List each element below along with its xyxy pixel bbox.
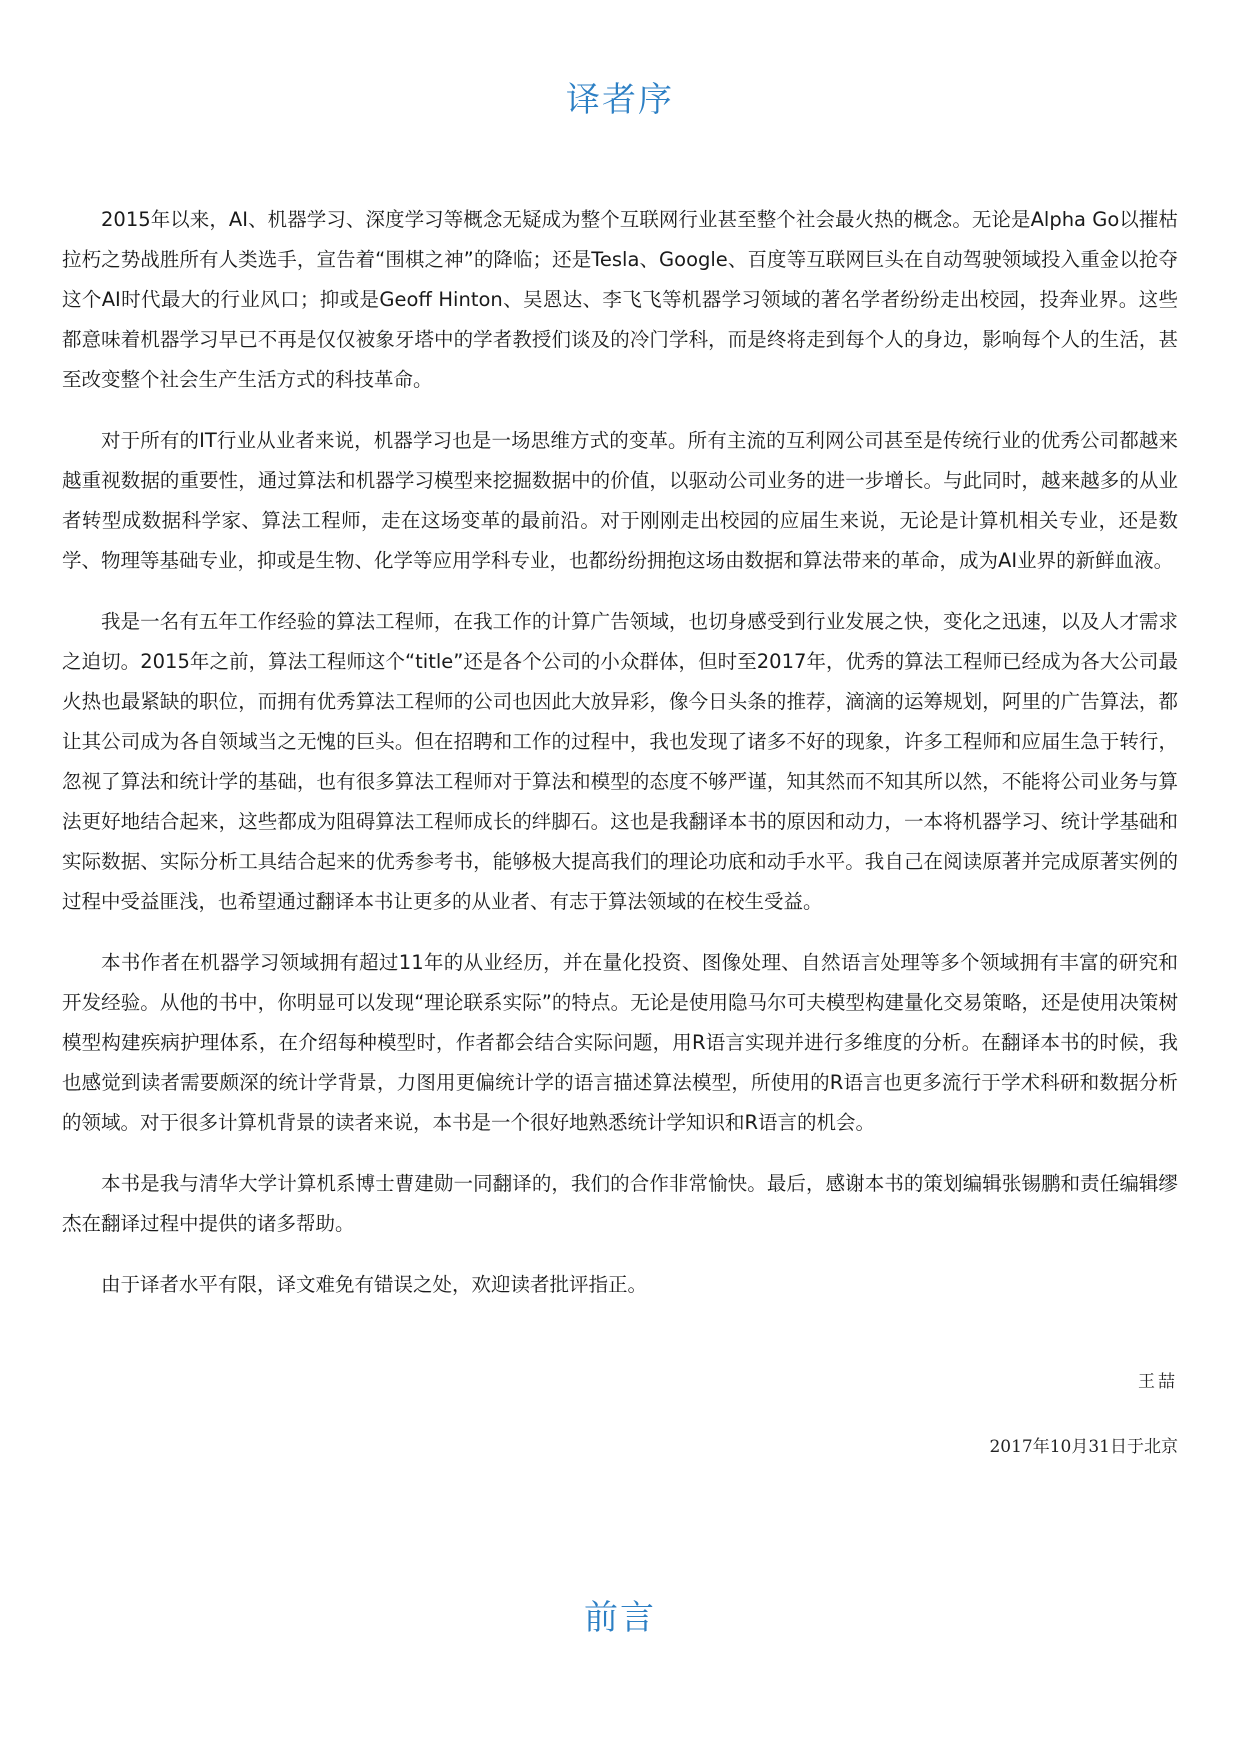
preface-paragraph-5: 本书是我与清华大学计算机系博士曹建勋一同翻译的，我们的合作非常愉快。最后，感谢本书的策划编辑张锡鹏和责任编辑缪杰在翻译过程中提供的诸多帮助。 (62, 1172, 1178, 1235)
preface-paragraph-4: 本书作者在机器学习领域拥有超过11年的从业经历，并在量化投资、图像处理、自然语言处理等多个领域拥有丰富的研究和开发经验。从他的书中，你明显可以发现“理论联系实际”的特点。无论是使用隐马尔可夫模型构建量化交易策略，还是使用决策树模型构建疾病护理体系，在介绍每种模型时，作者都会结合实际问题，用R语言实现并进行多维度的分析。在翻译本书的时候，我也感觉到读者需要颇深的统计学背景，力图用更偏统计学的语言描述算法模型，所使用的R语言也更多流行于学术科研和数据分析的领域。对于很多计算机背景的读者来说，本书是一个很好地熟悉统计学知识和R语言的机会。 (62, 951, 1178, 1134)
preface-title: 译者序 (566, 80, 674, 120)
preface-paragraph-6: 由于译者水平有限，译文难免有错误之处，欢迎读者批评指正。 (101, 1273, 648, 1296)
preface-paragraph-1: 2015年以来，AI、机器学习、深度学习等概念无疑成为整个互联网行业甚至整个社会最火热的概念。无论是Alpha Go以摧枯拉朽之势战胜所有人类选手，宣告着“围棋之神”的降临；还是Tesla、Google、百度等互联网巨头在自动驾驶领域投入重金以抢夺这个AI时代最大的行业风口；抑或是Geoff Hinton、吴恩达、李飞飞等机器学习领域的著名学者纷纷走出校园，投奔业界。这些都意味着机器学习早已不再是仅仅被象牙塔中的学者教授们谈及的冷门学科，而是终将走到每个人的身边，影响每个人的生活，甚至改变整个社会生产生活方式的科技革命。 (62, 208, 1178, 391)
signature-date: 2017年10月31日于北京 (989, 1437, 1178, 1457)
preface-paragraph-3: 我是一名有五年工作经验的算法工程师，在我工作的计算广告领域，也切身感受到行业发展之快，变化之迅速，以及人才需求之迫切。2015年之前，算法工程师这个“title”还是各个公司的小众群体，但时至2017年，优秀的算法工程师已经成为各大公司最火热也最紧缺的职位，而拥有优秀算法工程师的公司也因此大放异彩，像今日头条的推荐，滴滴的运筹规划，阿里的广告算法，都让其公司成为各自领域当之无愧的巨头。但在招聘和工作的过程中，我也发现了诸多不好的现象，许多工程师和应届生急于转行，忽视了算法和统计学的基础，也有很多算法工程师对于算法和模型的态度不够严谨，知其然而不知其所以然，不能将公司业务与算法更好地结合起来，这些都成为阻碍算法工程师成长的绊脚石。这也是我翻译本书的原因和动力，一本将机器学习、统计学基础和实际数据、实际分析工具结合起来的优秀参考书，能够极大提高我们的理论功底和动手水平。我自己在阅读原著并完成原著实例的过程中受益匪浅，也希望通过翻译本书让更多的从业者、有志于算法领域的在校生受益。 (62, 610, 1178, 913)
signature-name: 王喆 (1138, 1372, 1178, 1392)
preface-paragraph-2: 对于所有的IT行业从业者来说，机器学习也是一场思维方式的变革。所有主流的互利网公司甚至是传统行业的优秀公司都越来越重视数据的重要性，通过算法和机器学习模型来挖掘数据中的价值，以驱动公司业务的进一步增长。与此同时，越来越多的从业者转型成数据科学家、算法工程师，走在这场变革的最前沿。对于刚刚走出校园的应届生来说，无论是计算机相关专业，还是数学、物理等基础专业，抑或是生物、化学等应用学科专业，也都纷纷拥抱这场由数据和算法带来的革命，成为AI业界的新鲜血液。 (62, 429, 1178, 572)
foreword-title: 前言 (584, 1598, 656, 1638)
preface-body (62, 200, 1178, 1326)
